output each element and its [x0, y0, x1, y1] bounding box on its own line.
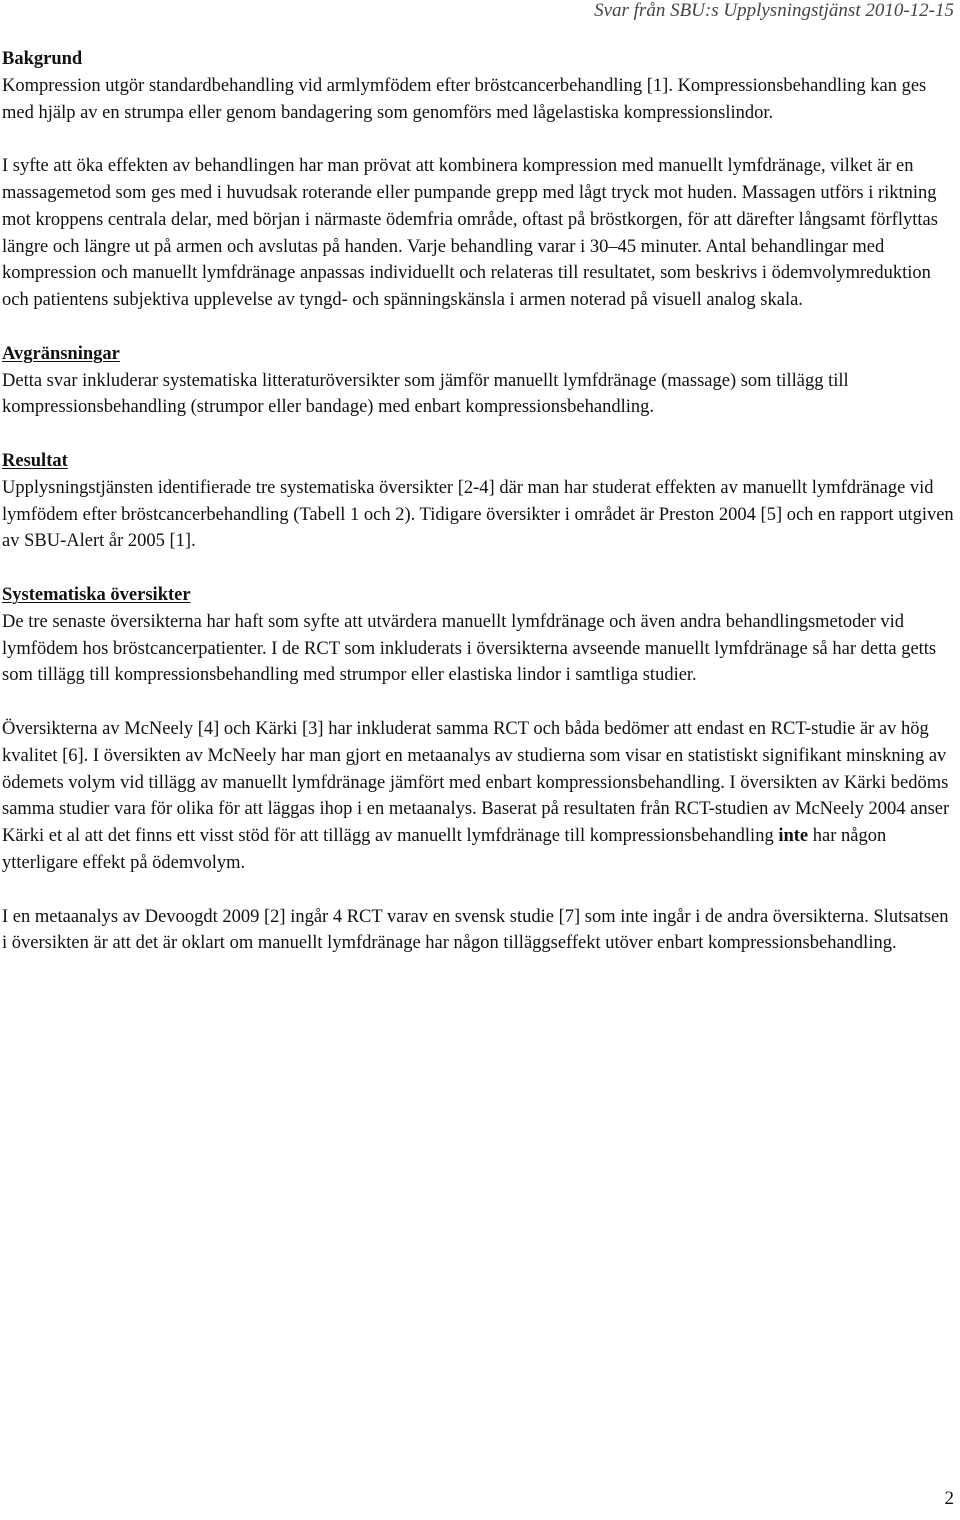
- paragraph-systematiska-2-end: har någon ytterligare effekt på ödemvolym.: [2, 826, 887, 873]
- page-number: 2: [944, 1488, 954, 1509]
- paragraph-gap: [2, 314, 957, 341]
- paragraph-bakgrund-2: I syfte att öka effekten av behandlingen har man prövat att kombinera kompression med manuellt lymfdränage, vilket är en massagemetod som ges med i huvudsak roterande eller pumpande grepp med lågt tryck mot huden. Massagen utförs i riktning mot kroppens centrala delar, med början i närmaste ödemfria område, oftast på bröstkorgen, för att därefter långsamt förflyttas längre och längre ut på armen och avslutas på handen. Varje behandling varar i 30–45 minuter. Antal behandlingar med kompression och manuellt lymfdränage anpassas individuellt och relateras till resultatet, som beskrivs i ödemvolymreduktion och patientens subjektiva upplevelse av tyngd- och spänningskänsla i armen noterad på visuell analog skala.: [2, 156, 938, 311]
- paragraph-gap: [2, 877, 957, 904]
- paragraph-systematiska-3: I en metaanalys av Devoogdt 2009 [2] ingår 4 RCT varav en svensk studie [7] som inte ingår i de andra översikterna. Slutsatsen i översikten är att det är oklart om manuellt lymfdränage har någon tilläggseffekt utöver enbart kompressionsbehandling.: [2, 906, 949, 954]
- paragraph-systematiska-2: [2, 716, 957, 877]
- paragraph-avgransningar-1: Detta svar inkluderar systematiska litteraturöversikter som jämför manuellt lymfdränage (massage) som tillägg till kompressionsbehandling (strumpor eller bandage) med enbart kompressionsbehandling.: [2, 370, 849, 418]
- emphasis-inte: inte: [778, 826, 809, 847]
- heading-avgransningar: Avgränsningar: [2, 343, 120, 364]
- running-header: Svar från SBU:s Upplysningstjänst 2010-12-15: [594, 0, 954, 21]
- heading-resultat: Resultat: [2, 450, 68, 471]
- paragraph-gap: [2, 555, 957, 582]
- paragraph-gap: [2, 126, 957, 153]
- paragraph-systematiska-1: De tre senaste översikterna har haft som syfte att utvärdera manuellt lymfdränage och även andra behandlingsmetoder vid lymfödem hos bröstcancerpatienter. I de RCT som inkluderats i översikterna avseende manuellt lymfdränage så har detta getts som tillägg till kompressionsbehandling med strumpor eller elastiska lindor i samtliga studier.: [2, 611, 937, 686]
- paragraph-gap: [2, 421, 957, 448]
- paragraph-gap: [2, 689, 957, 716]
- paragraph-resultat-1: Upplysningstjänsten identifierade tre systematiska översikter [2-4] där man har studerat effekten av manuellt lymfdränage vid lymfödem efter bröstcancerbehandling (Tabell 1 och 2). Tidigare översikter i området är Preston 2004 [5] och en rapport utgiven av SBU-Alert år 2005 [1].: [2, 477, 954, 552]
- paragraph-bakgrund-1: Kompression utgör standardbehandling vid armlymfödem efter bröstcancerbehandling [1]. Kompressionsbehandling kan ges med hjälp av en strumpa eller genom bandagering som genomförs med lågelastiska kompressionslindor.: [2, 75, 927, 123]
- paragraph-systematiska-2-start: Översikterna av McNeely [4] och Kärki [3] har inkluderat samma RCT och båda bedömer att endast en RCT-studie är av hög kvalitet [6]. I översikten av McNeely har man gjort en metaanalys av studierna som visar en statistiskt signifikant minskning av ödemets volym vid tillägg av manuellt lymfdränage jämfört med enbart kompressionsbehandling. I översikten av Kärki bedöms samma studier vara för olika för att läggas ihop i en metaanalys. Baserat på resultaten från RCT-studien av McNeely 2004 anser Kärki et al att det finns ett visst stöd för att tillägg av manuellt lymfdränage till kompressionsbehandling: [2, 718, 950, 847]
- heading-bakgrund: Bakgrund: [2, 49, 83, 69]
- heading-systematiska-oversikter: Systematiska översikter: [2, 584, 191, 605]
- document-body: [2, 46, 957, 957]
